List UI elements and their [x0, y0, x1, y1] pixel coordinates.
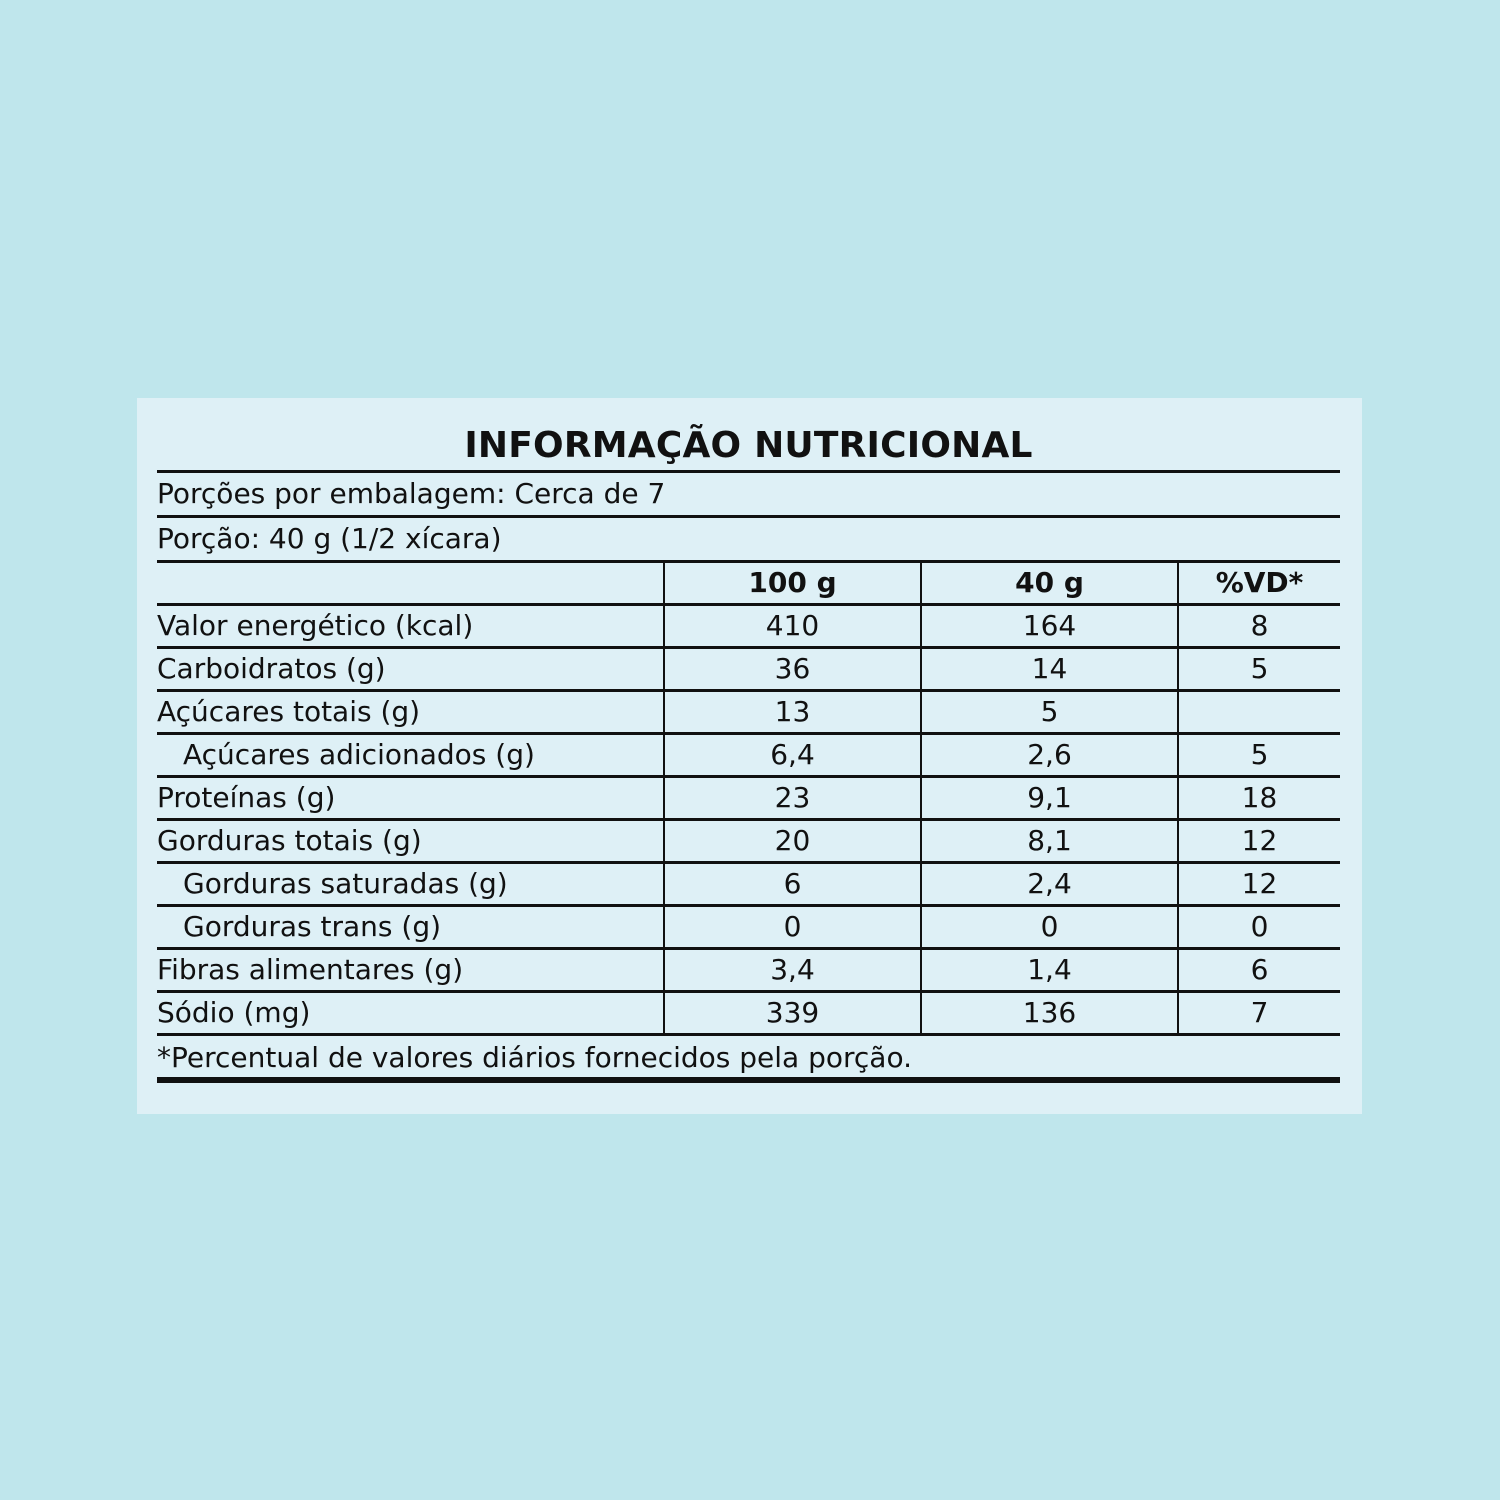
value-per-100g: 20 — [664, 820, 921, 863]
table-row — [157, 820, 1340, 863]
value-per-100g: 6,4 — [664, 734, 921, 777]
value-per-100g: 36 — [664, 648, 921, 691]
table-row — [157, 777, 1340, 820]
value-per-serving: 164 — [921, 605, 1178, 648]
header-daily-value: %VD* — [1178, 563, 1340, 605]
nutrient-name: Fibras alimentares (g) — [157, 949, 664, 992]
nutrient-name: Açúcares adicionados (g) — [157, 734, 664, 777]
value-per-serving: 8,1 — [921, 820, 1178, 863]
value-per-100g: 23 — [664, 777, 921, 820]
table-row — [157, 992, 1340, 1035]
servings-per-package: Porções por embalagem: Cerca de 7 — [157, 473, 1340, 518]
value-daily-percent: 6 — [1178, 949, 1340, 992]
header-per-serving: 40 g — [921, 563, 1178, 605]
nutrition-label — [157, 398, 1340, 1083]
table-row — [157, 605, 1340, 648]
nutrient-name: Gorduras totais (g) — [157, 820, 664, 863]
value-per-serving: 14 — [921, 648, 1178, 691]
value-per-serving: 2,4 — [921, 863, 1178, 906]
value-daily-percent: 12 — [1178, 820, 1340, 863]
value-per-serving: 9,1 — [921, 777, 1178, 820]
label-title: INFORMAÇÃO NUTRICIONAL — [157, 398, 1340, 473]
value-per-100g: 410 — [664, 605, 921, 648]
nutrient-name: Gorduras trans (g) — [157, 906, 664, 949]
value-daily-percent: 7 — [1178, 992, 1340, 1035]
table-row — [157, 648, 1340, 691]
nutrient-name: Valor energético (kcal) — [157, 605, 664, 648]
nutrient-name: Sódio (mg) — [157, 992, 664, 1035]
table-header-row — [157, 563, 1340, 605]
serving-size: Porção: 40 g (1/2 xícara) — [157, 518, 1340, 563]
value-per-serving: 136 — [921, 992, 1178, 1035]
value-daily-percent: 18 — [1178, 777, 1340, 820]
value-per-serving: 2,6 — [921, 734, 1178, 777]
value-daily-percent: 0 — [1178, 906, 1340, 949]
nutrient-name: Proteínas (g) — [157, 777, 664, 820]
nutrient-name: Gorduras saturadas (g) — [157, 863, 664, 906]
nutrient-name: Açúcares totais (g) — [157, 691, 664, 734]
value-daily-percent — [1178, 691, 1340, 734]
table-row — [157, 691, 1340, 734]
value-per-100g: 3,4 — [664, 949, 921, 992]
table-row — [157, 906, 1340, 949]
value-daily-percent: 12 — [1178, 863, 1340, 906]
value-per-serving: 0 — [921, 906, 1178, 949]
nutrient-name: Carboidratos (g) — [157, 648, 664, 691]
value-per-100g: 0 — [664, 906, 921, 949]
value-daily-percent: 5 — [1178, 734, 1340, 777]
table-row — [157, 949, 1340, 992]
table-row — [157, 863, 1340, 906]
footnote: *Percentual de valores diários fornecidos pela porção. — [157, 1036, 1340, 1083]
value-per-100g: 339 — [664, 992, 921, 1035]
header-per-100g: 100 g — [664, 563, 921, 605]
value-daily-percent: 5 — [1178, 648, 1340, 691]
value-per-serving: 5 — [921, 691, 1178, 734]
nutrition-card — [137, 398, 1362, 1114]
nutrition-table — [157, 563, 1340, 1036]
header-nutrient — [157, 563, 664, 605]
value-per-100g: 13 — [664, 691, 921, 734]
value-daily-percent: 8 — [1178, 605, 1340, 648]
value-per-100g: 6 — [664, 863, 921, 906]
table-row — [157, 734, 1340, 777]
value-per-serving: 1,4 — [921, 949, 1178, 992]
